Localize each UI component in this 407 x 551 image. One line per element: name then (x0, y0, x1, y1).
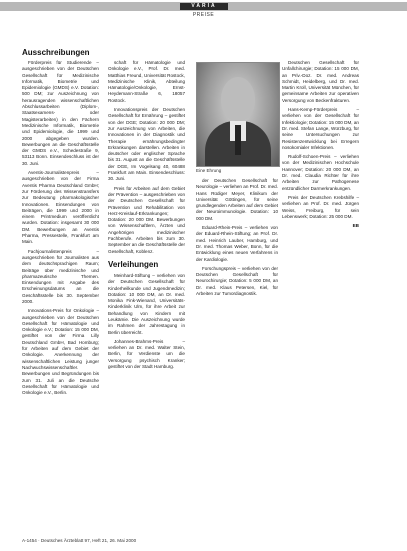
paragraph: Deutschen Gesellschaft für Unfallchirurgie; Dotation: 15 000 DM, an Priv.-Doz. Dr. med. Andreas Schmidt, Heidelberg, und Dr. med. Martin Kroll, Universität München, für gemeinsame Arbeiten zur operativen Versorgung von Beckenfrakturen. (282, 60, 359, 103)
section-tag: VARIA (180, 3, 228, 10)
page-footer: A-1454 · Deutsches Ärzteblatt 97, Heft 21, 26. Mai 2000 (22, 538, 137, 543)
paragraph: Aventis-Journalistenpreis – ausgeschrieben von der Firma Aventis Pharma Deutschland GmbH; zur Förderung des Wissenstransfers zur Bedeutung pharmakologischer Innovationen. Einsendungen von Beiträgen, die 1999 und 2000 in einem Printmedium veröffentlicht wurden. Dotation: insgesamt 30 000 DM. Bewerbungen an Aventis Pharma, Pressestelle, Frankfurt am Main. (22, 170, 99, 245)
photo-caption: Eine Ehrung (196, 168, 222, 173)
section-name: PREISE (192, 12, 215, 18)
paragraph: Preis der Deutschen Krebshilfe – verliehen an Prof. Dr. med. Jürgen Weiss, Freiburg, für sein Lebenswerk; Dotation: 25 000 DM. (282, 194, 359, 219)
paragraph: Innovationspreis der Deutschen Gesellschaft für Ernährung – gestiftet von der DGE; Dotation: 20 000 DM; zur Auszeichnung von Arbeiten, die Innovationen in der Diagnostik und Therapie ernährungsbedingter Erkrankungen darstellen. Arbeiten in deutscher oder englischer Sprache bis 31. August an die Geschäftsstelle der DGE, Im Vogelsang 40, 60488 Frankfurt am Main. Einsendeschluss: 30. Juni. (108, 107, 185, 182)
photo-tie (235, 125, 241, 155)
end-mark: EB (352, 223, 359, 229)
paragraph: der Deutschen Gesellschaft für Neurologie – verliehen an Prof. Dr. med. Hans Rüdiger Meyer, Klinikum der Universität Göttingen, für seine grundlegenden Arbeiten auf dem Gebiet der Neuroimmunologie. Dotation: 10 000 DM. (196, 178, 278, 221)
column-2 (108, 60, 185, 373)
portrait-photo (196, 62, 280, 167)
column-4 (282, 60, 359, 229)
column-1 (22, 60, 99, 399)
paragraph: Forschungspreis – verliehen von der Deutschen Gesellschaft für Neurochirurgie; Dotation: 5 000 DM, an Dr. med. Klaus Petersen, Kiel, für Arbeiten zur Tumordiagnostik. (196, 265, 278, 297)
paragraph: Johannes-Brahms-Preis – verliehen an Dr. med. Walter Stein, Berlin, für Verdienste um die Versorgung psychisch Kranker; gestiftet von der Stadt Hamburg. (108, 338, 185, 370)
heading-verleihungen: Verleihungen (108, 259, 159, 269)
paragraph: Förderpreis für Studierende – ausgeschrieben von der Deutschen Gesellschaft für Medizinische Informatik, Biometrie und Epidemiologie (GMDS) e.V. Dotation: 500 DM; zur Auszeichnung von herausragenden wissenschaftlichen Abschlussarbeiten (Diplom-, Staatsexamens- oder Magisterarbeiten) in den Fächern Medizinische Informatik, Biometrie und Epidemiologie, die 1999 und 2000 abgegeben wurden. Bewerbungen an die Geschäftsstelle der GMDS e.V., Schedestraße 9, 53113 Bonn. Einsendeschluss ist der 30. Juni. (22, 60, 99, 166)
paragraph: Fachjournalistenpreis – ausgeschrieben für Journalisten aus dem deutschsprachigen Raum; Beiträge über medizinische und pharmazeutische Themen. Einsendungen mit Angabe des Erscheinungsdatums an die Geschäftsstelle bis 30. September 2000. (22, 248, 99, 304)
heading-ausschreibungen: Ausschreibungen (22, 48, 90, 57)
paragraph: schaft für Hämatologie und Onkologie e.V., Prof. Dr. med. Matthias Freund, Universität Rostock, Medizinische Klinik, Abteilung Hämatologie/Onkologie, Ernst-Heydemann-Straße 6, 18057 Rostock. (108, 60, 185, 103)
paragraph: Meinhard-Stiftung – verliehen von der Deutschen Gesellschaft für Kinderheilkunde und Jugendmedizin; Dotation: 10 000 DM, an Dr. med. Monika Fink-Wienand, Universitäts-Kinderklinik Ulm, für ihre Arbeit zur Behandlung von Kindern mit Leukämie. Die Auszeichnung wurde im Rahmen der Jahrestagung in Berlin überreicht. (108, 272, 185, 335)
paragraph: Rudolf-Schoen-Preis – verliehen von der Medizinischen Hochschule Hannover; Dotation: 20 000 DM, an Dr. med. Claudia Richter für ihre Arbeiten zur Pathogenese entzündlicher Darmerkrankungen. (282, 154, 359, 191)
paragraph: Preis für Arbeiten auf dem Gebiet der Prävention – ausgeschrieben von der Deutschen Gesellschaft für Prävention und Rehabilitation von Herz-Kreislauf-Erkrankungen; Dotation: 20 000 DM. Bewerbungen von Wissenschaftlern, Ärzten und Angehörigen medizinischer Fachberufe. Arbeiten bis zum 30. September an die Geschäftsstelle der Gesellschaft, Koblenz. (108, 185, 185, 254)
column-3 (196, 178, 278, 300)
photo-face (221, 77, 255, 121)
paragraph: Innovations-Preis für Onkologie – ausgeschrieben von der Deutschen Gesellschaft für Hämatologie und Onkologie e.V.; Dotation: 15 000 DM, gestiftet von der Firma Lilly Deutschland GmbH, Bad Homburg; für Arbeiten auf dem Gebiet der Onkologie. Anerkennung der wissenschaftlichen Leistung junger Nachwuchswissenschaftler. Bewerbungen und Begründungen bis zum 31. Juli an die Deutsche Gesellschaft für Hämatologie und Onkologie e.V., Berlin. (22, 308, 99, 396)
paragraph: Eduard-Rhein-Preis – verliehen von der Eduard-Rhein-Stiftung; an Prof. Dr. med. Heinrich Lauber, Hamburg, und Dr. med. Thomas Weber, Bonn, für die Entwicklung eines neuen Verfahrens in der Kardiologie. (196, 225, 278, 262)
paragraph: Hans-Kemp-Förderpreis – verliehen von der Gesellschaft für Infektiologie; Dotation: 15 000 DM, an Dr. med. Stefan Lange, Würzburg, für seine Untersuchungen zur Resistenzentwicklung bei Erregern nosokomialer Infektionen. (282, 107, 359, 150)
